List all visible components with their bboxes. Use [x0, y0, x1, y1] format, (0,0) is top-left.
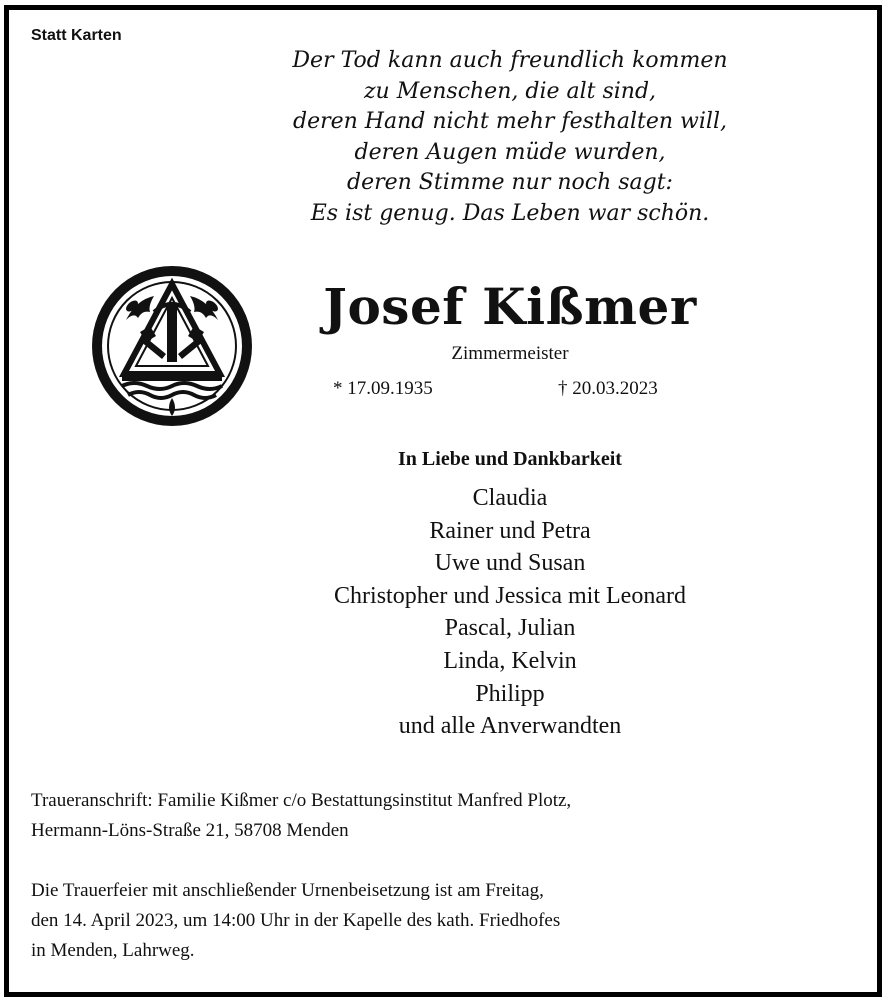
- mourner-name: Philipp: [475, 680, 545, 707]
- deceased-profession: Zimmermeister: [451, 343, 569, 364]
- service-line: den 14. April 2023, um 14:00 Uhr in der Kapelle des kath. Friedhofes: [31, 910, 561, 931]
- poem-line: Der Tod kann auch freundlich kommen: [292, 48, 728, 73]
- poem-line: deren Stimme nur noch sagt:: [347, 170, 673, 195]
- poem-line: Es ist genug. Das Leben war schön.: [310, 200, 710, 226]
- mourners-list: [205, 482, 815, 743]
- mourner-name: Christopher und Jessica mit Leonard: [334, 582, 686, 609]
- mourner-name: Pascal, Julian: [444, 615, 576, 642]
- statt-karten-header: Statt Karten: [31, 27, 122, 44]
- service-line: Die Trauerfeier mit anschließender Urnenbeisetzung ist am Freitag,: [31, 880, 544, 901]
- poem-line: zu Menschen, die alt sind,: [363, 78, 657, 104]
- service-line: in Menden, Lahrweg.: [31, 940, 195, 961]
- mourner-name: und alle Anverwandten: [398, 713, 622, 740]
- mourners-heading: In Liebe und Dankbarkeit: [398, 448, 622, 470]
- deceased-name: Josef Kißmer: [323, 277, 697, 336]
- address-line: Traueranschrift: Familie Kißmer c/o Bestattungsinstitut Manfred Plotz,: [31, 790, 572, 811]
- poem-line: deren Hand nicht mehr festhalten will,: [292, 109, 727, 134]
- address-line: Hermann-Löns-Straße 21, 58708 Menden: [31, 820, 349, 841]
- birth-date: * 17.09.1935: [333, 378, 433, 399]
- mourning-address: [31, 786, 831, 846]
- mourner-name: Uwe und Susan: [434, 550, 586, 577]
- death-date: † 20.03.2023: [558, 378, 658, 399]
- funeral-service-info: [31, 876, 831, 966]
- mourner-name: Claudia: [472, 485, 548, 511]
- poem: [205, 46, 815, 229]
- mourner-name: Rainer und Petra: [429, 517, 591, 544]
- poem-line: deren Augen müde wurden,: [354, 139, 666, 165]
- mourner-name: Linda, Kelvin: [443, 647, 577, 674]
